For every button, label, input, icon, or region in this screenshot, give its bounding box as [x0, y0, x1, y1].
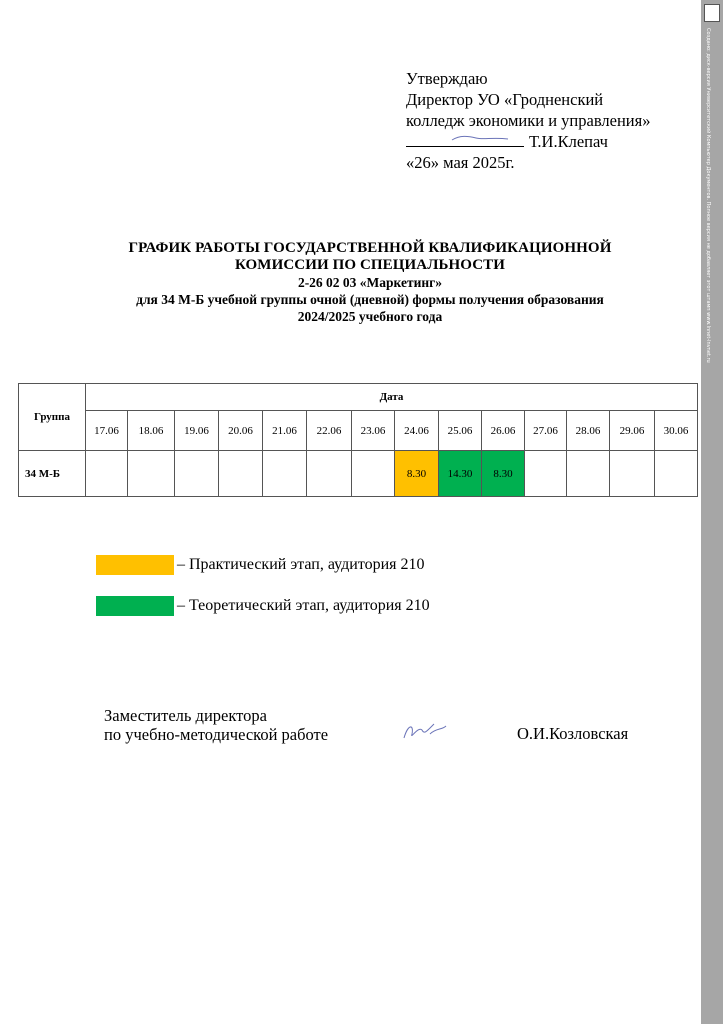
schedule-cell — [128, 451, 175, 497]
legend-practical-label: – Практический этап, аудитория 210 — [177, 556, 425, 573]
date-cell: 20.06 — [219, 411, 263, 451]
footer-position-1: Заместитель директора — [104, 706, 267, 725]
legend-theoretical-label: – Теоретический этап, аудитория 210 — [177, 597, 430, 614]
date-cell: 22.06 — [307, 411, 352, 451]
schedule-cell — [567, 451, 610, 497]
title-line-4: для 34 М-Б учебной группы очной (дневной) формы получения образования — [136, 292, 604, 307]
footer-position-2: по учебно-методической работе — [104, 725, 329, 744]
footer-signer: О.И.Козловская — [517, 724, 629, 743]
date-cell: 27.06 — [525, 411, 567, 451]
deputy-signature-icon — [400, 720, 450, 744]
title-line-3: 2-26 02 03 «Маркетинг» — [297, 275, 443, 290]
schedule-table — [18, 383, 698, 497]
date-cell: 26.06 — [482, 411, 525, 451]
director-signature-icon — [450, 133, 510, 143]
approval-date: «26» мая 2025г. — [406, 153, 515, 172]
date-header: Дата — [86, 384, 698, 411]
schedule-cell — [86, 451, 128, 497]
schedule-cell — [175, 451, 219, 497]
document-title — [40, 240, 700, 325]
approval-position: Директор УО «Гродненский — [406, 90, 604, 109]
signature-underline — [406, 131, 524, 147]
title-line-1: ГРАФИК РАБОТЫ ГОСУДАРСТВЕННОЙ КВАЛИФИКАЦИОННОЙ — [128, 240, 612, 256]
date-cell: 17.06 — [86, 411, 128, 451]
group-cell: 34 М-Б — [19, 451, 86, 497]
schedule-cell — [610, 451, 655, 497]
schedule-cell: 8.30 — [482, 451, 525, 497]
stamp-logo-icon — [704, 4, 720, 22]
schedule-cell — [219, 451, 263, 497]
title-line-2: КОМИССИИ ПО СПЕЦИАЛЬНОСТИ — [234, 257, 506, 273]
schedule-cell — [655, 451, 698, 497]
date-cell: 28.06 — [567, 411, 610, 451]
approval-org: колледж экономики и управления» — [406, 111, 651, 130]
approval-signature-line — [406, 131, 696, 152]
stamp-text: Создано: диск-версия Университетский Компьютер Документов. Полное версия не добавляет этот штамп www.lnnet-lnvnet.ru — [705, 28, 711, 363]
group-header: Группа — [19, 384, 86, 451]
date-cell: 25.06 — [439, 411, 482, 451]
date-cell: 23.06 — [352, 411, 395, 451]
footer-block — [104, 706, 328, 744]
approval-signer: Т.И.Клепач — [529, 132, 608, 151]
legend-theoretical — [96, 596, 430, 616]
date-cell: 30.06 — [655, 411, 698, 451]
date-cell: 29.06 — [610, 411, 655, 451]
date-cell: 18.06 — [128, 411, 175, 451]
schedule-cell — [352, 451, 395, 497]
date-cell: 19.06 — [175, 411, 219, 451]
approval-block — [406, 68, 696, 173]
schedule-cell — [263, 451, 307, 497]
schedule-cell: 8.30 — [395, 451, 439, 497]
date-cell: 21.06 — [263, 411, 307, 451]
dates-row — [19, 411, 698, 451]
schedule-cell — [307, 451, 352, 497]
side-stamp-bar — [701, 0, 723, 1024]
practical-swatch — [96, 555, 174, 575]
approval-title: Утверждаю — [406, 69, 488, 88]
legend-practical — [96, 555, 425, 575]
date-cell: 24.06 — [395, 411, 439, 451]
schedule-cell — [525, 451, 567, 497]
table-row — [19, 451, 698, 497]
title-line-5: 2024/2025 учебного года — [297, 309, 443, 324]
theoretical-swatch — [96, 596, 174, 616]
schedule-cell: 14.30 — [439, 451, 482, 497]
